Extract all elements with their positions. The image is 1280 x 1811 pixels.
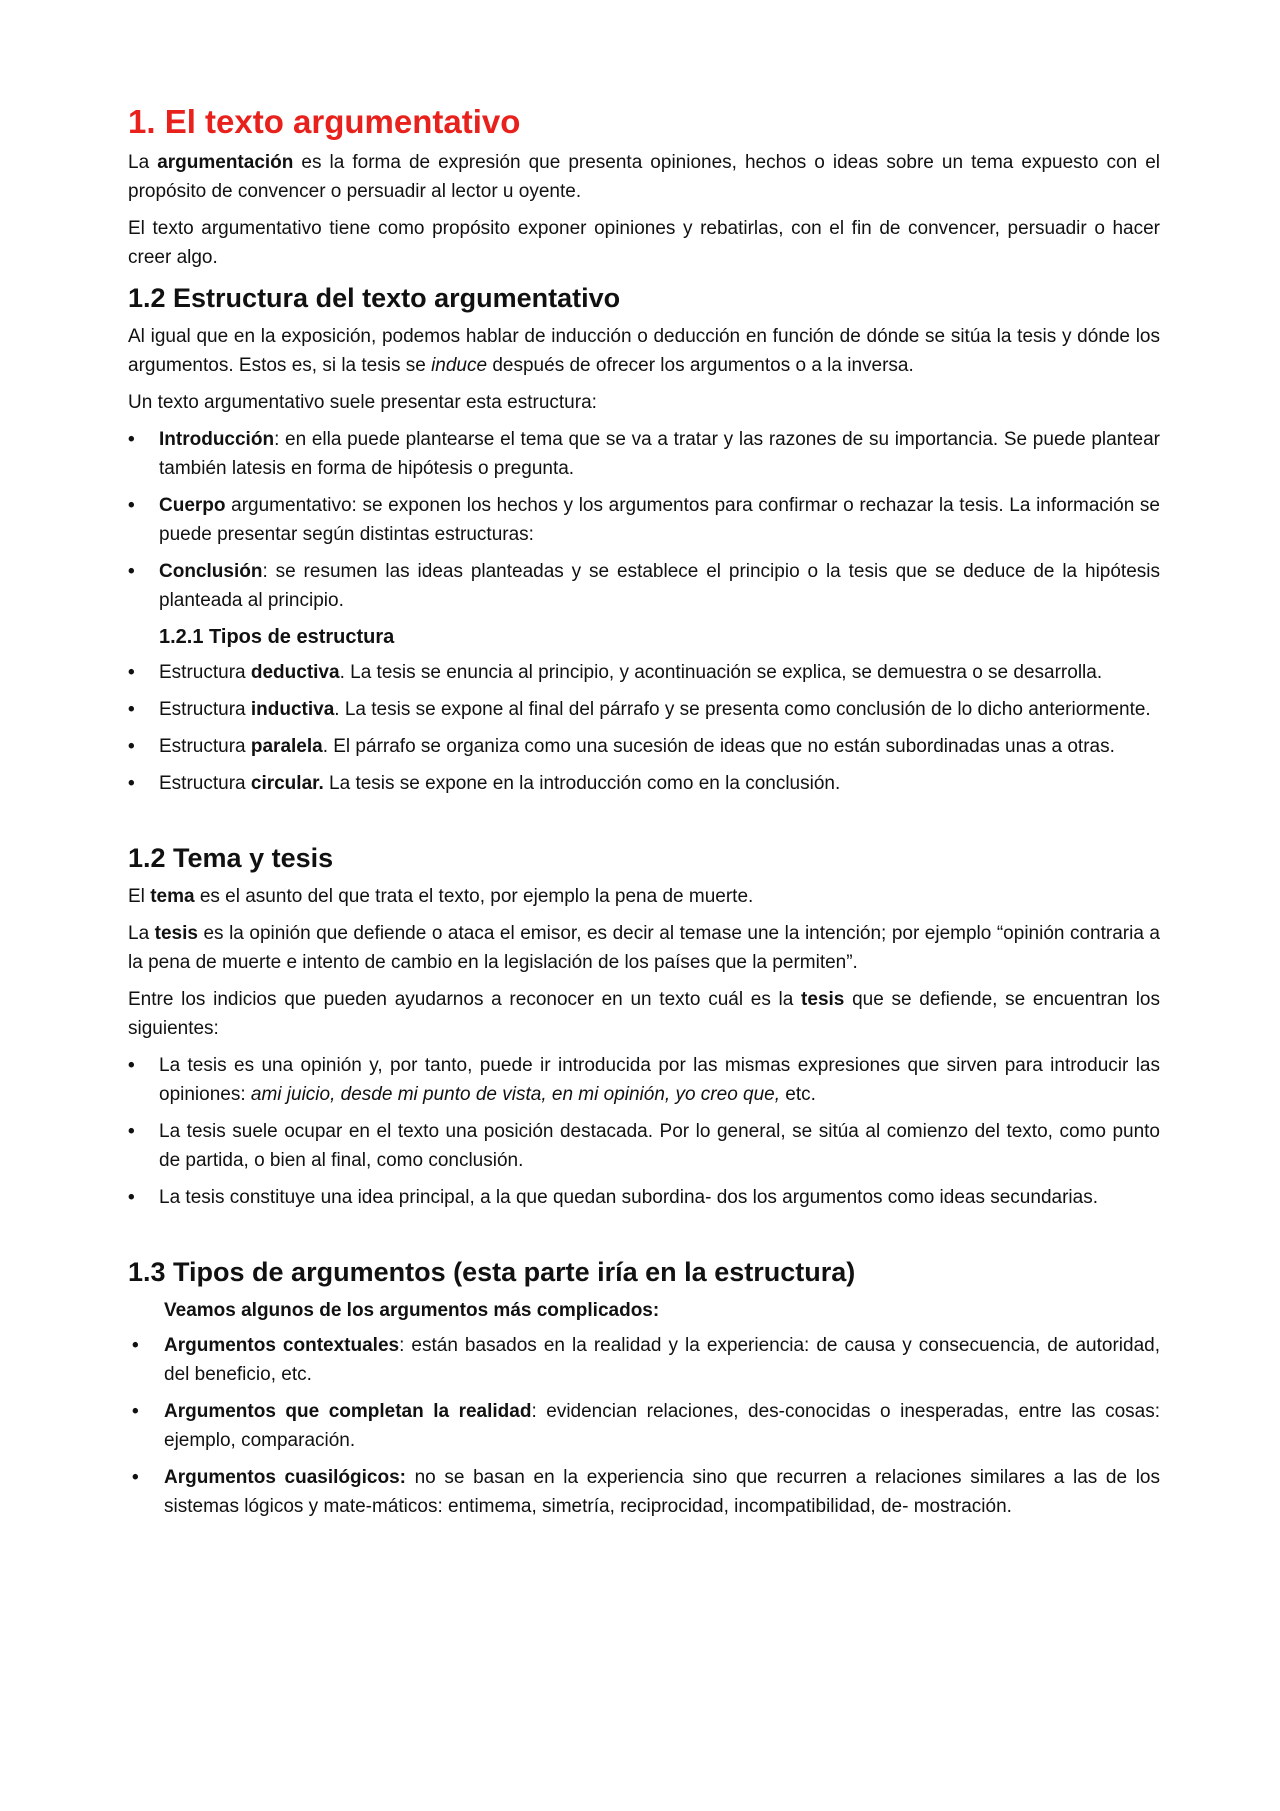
tipos-estructura-list — [128, 658, 1160, 798]
estructura-paragraph-1: Al igual que en la exposición, podemos hablar de inducción o deducción en función de dónde se sitúa la tesis y dónde los argumentos. Estos es, si la tesis se induce después de ofrecer los argumentos o a la inversa. — [128, 326, 1160, 376]
section-heading-tipos-argumentos: 1.3 Tipos de argumentos (esta parte iría en la estructura) — [128, 1257, 856, 1287]
list-item: • La tesis suele ocupar en el texto una posición destacada. Por lo general, se sitúa al comienzo del texto, como punto de partida, o bien al final, como conclusión. — [128, 1117, 1160, 1175]
tipos-argumentos-list — [128, 1331, 1160, 1521]
tesis-indicios-list — [128, 1051, 1160, 1212]
tema-paragraph-2: La tesis es la opinión que defiende o ataca el emisor, es decir al temase une la intención; por ejemplo “opinión contraria a la pena de muerte e intento de cambio en la legislación de los países que la permiten”. — [128, 923, 1160, 973]
intro-paragraph-2: El texto argumentativo tiene como propósito exponer opiniones y rebatirlas, con el fin de convencer, persuadir o hacer creer algo. — [128, 218, 1160, 268]
list-item: • Argumentos contextuales: están basados en la realidad y la experiencia: de causa y consecuencia, de autoridad, del beneficio, etc. — [128, 1331, 1160, 1389]
section-heading-estructura: 1.2 Estructura del texto argumentativo — [128, 283, 621, 313]
document-page — [128, 100, 1160, 1529]
list-item: • Argumentos cuasilógicos: no se basan en la experiencia sino que recurren a relaciones similares a las de los sistemas lógicos y mate-máticos: entimema, simetría, reciprocidad, incompatibilidad, de- mostración. — [128, 1463, 1160, 1521]
estructura-list — [128, 425, 1160, 615]
list-item: • Cuerpo argumentativo: se exponen los hechos y los argumentos para confirmar o rechazar la tesis. La información se puede presentar según distintas estructuras: — [128, 491, 1160, 549]
tema-paragraph-3: Entre los indicios que pueden ayudarnos a reconocer en un texto cuál es la tesis que se defiende, se encuentran los siguientes: — [128, 989, 1160, 1039]
tema-paragraph-1: El tema es el asunto del que trata el texto, por ejemplo la pena de muerte. — [128, 886, 754, 907]
list-item: • Conclusión: se resumen las ideas planteadas y se establece el principio o la tesis que se deduce de la hipótesis planteada al principio. — [128, 557, 1160, 615]
list-item: • Argumentos que completan la realidad: evidencian relaciones, des-conocidas o inesperadas, entre las cosas: ejemplo, comparación. — [128, 1397, 1160, 1455]
list-item: • Introducción: en ella puede plantearse el tema que se va a tratar y las razones de su importancia. Se puede plantear también latesis en forma de hipótesis o pregunta. — [128, 425, 1160, 483]
intro-paragraph-1: La argumentación es la forma de expresión que presenta opiniones, hechos o ideas sobre un tema expuesto con el propósito de convencer o persuadir al lector u oyente. — [128, 152, 1160, 202]
list-item: • Estructura inductiva. La tesis se expone al final del párrafo y se presenta como conclusión de lo dicho anteriormente. — [128, 695, 1160, 724]
list-item: • Estructura deductiva. La tesis se enuncia al principio, y acontinuación se explica, se demuestra o se desarrolla. — [128, 658, 1160, 687]
list-item: • La tesis es una opinión y, por tanto, puede ir introducida por las mismas expresiones que sirven para introducir las opiniones: ami juicio, desde mi punto de vista, en mi opinión, yo creo que, etc. — [128, 1051, 1160, 1109]
subheading-tipos-estructura: 1.2.1 Tipos de estructura — [159, 626, 395, 648]
list-item: • Estructura paralela. El párrafo se organiza como una sucesión de ideas que no están subordinadas unas a otras. — [128, 732, 1160, 761]
list-item: • La tesis constituye una idea principal, a la que quedan subordina- dos los argumentos como ideas secundarias. — [128, 1183, 1160, 1212]
list-item: • Estructura circular. La tesis se expone en la introducción como en la conclusión. — [128, 769, 1160, 798]
tipos-argumentos-intro: Veamos algunos de los argumentos más complicados: — [164, 1300, 660, 1321]
document-title: 1. El texto argumentativo — [128, 103, 521, 140]
estructura-paragraph-2: Un texto argumentativo suele presentar esta estructura: — [128, 392, 597, 413]
section-heading-tema: 1.2 Tema y tesis — [128, 843, 334, 873]
